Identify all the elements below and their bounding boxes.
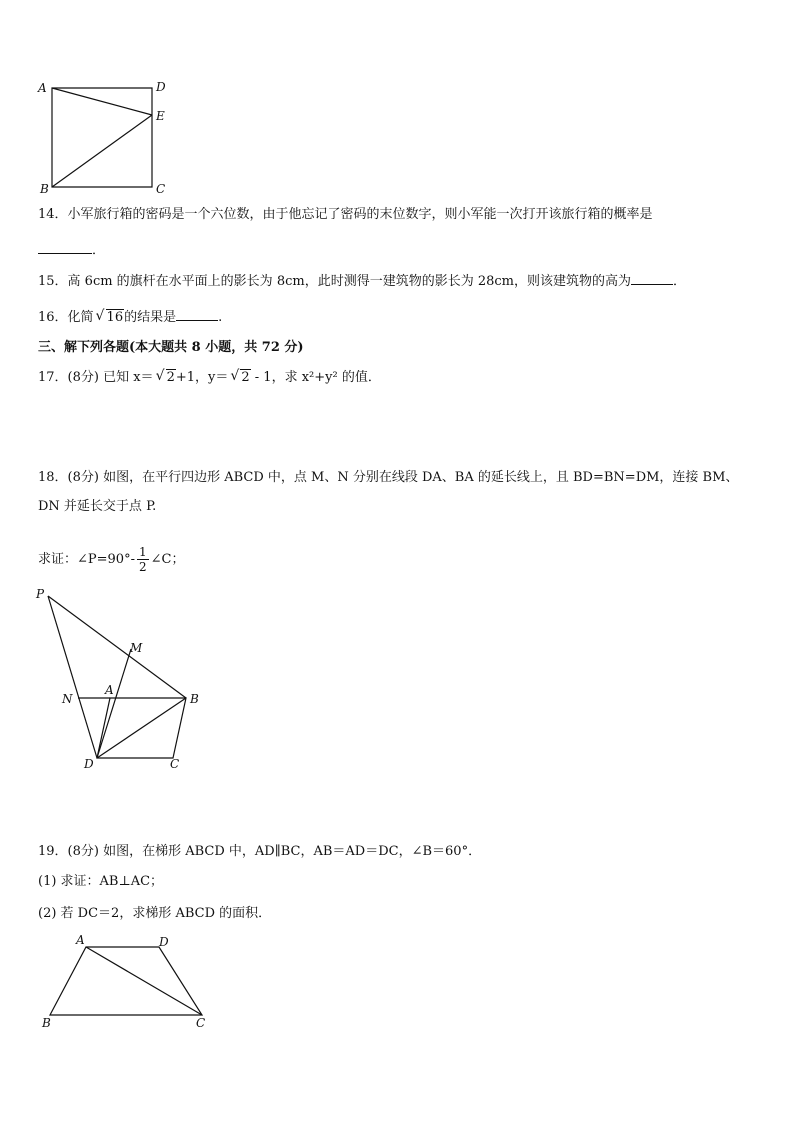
question-15-text: 15．高 6cm 的旗杆在水平面上的影长为 8cm，此时测得一建筑物的影长为 28cm，则该建筑物的高为 (38, 274, 631, 289)
figure-trapezoid-abcd (36, 934, 216, 1034)
label-n: N (62, 692, 73, 706)
proof-post: ∠C； (150, 552, 185, 567)
question-14 (38, 206, 653, 224)
question-19-line-1: 19．(8分) 如图，在梯形 ABCD 中，AD∥BC，AB＝AD＝DC，∠B＝60°． (38, 844, 482, 859)
sqrt-2-y-radicand: 2 (241, 370, 250, 385)
sqrt-16-radicand: 16 (106, 310, 124, 325)
fraction-denominator: 2 (138, 560, 147, 574)
question-14-end: ． (92, 243, 106, 258)
question-18-proof (38, 543, 184, 577)
label-c: C (156, 182, 166, 196)
label-a: A (105, 683, 114, 697)
question-17-x-post: +1，y＝ (175, 370, 229, 385)
question-17-pre: 17．(8分) 已知 x＝ (38, 370, 154, 385)
question-18-line-2: DN 并延长交于点 P. (38, 499, 157, 514)
section-3-title: 三、解下列各题(本大题共 8 小题，共 72 分) (38, 340, 304, 355)
figure-square-abcd (30, 76, 180, 198)
sqrt-2-x: √ 2 (155, 368, 175, 385)
label-c: C (170, 757, 180, 771)
label-p: P (36, 587, 45, 601)
answer-blank-15[interactable] (631, 271, 673, 285)
question-19-part-2: (2) 若 DC＝2，求梯形 ABCD 的面积． (38, 906, 272, 921)
label-a: A (76, 934, 85, 947)
fraction-one-half (137, 545, 149, 574)
label-b: B (42, 1016, 51, 1030)
question-18-line-1: 18．(8分) 如图，在平行四边形 ABCD 中，点 M、N 分别在线段 DA、BA 的延长线上，且 BD=BN=DM，连接 BM、 (38, 470, 739, 485)
figure-parallelogram-abcd (30, 580, 220, 780)
sqrt-2-x-radicand: 2 (166, 370, 175, 385)
sqrt-2-y: √ 2 (230, 368, 250, 385)
label-e: E (156, 109, 165, 123)
answer-blank-14[interactable] (38, 240, 92, 254)
label-d: D (156, 80, 166, 94)
question-17 (38, 369, 381, 387)
sqrt-16: √ 16 (95, 308, 124, 325)
label-b: B (40, 182, 49, 196)
proof-pre: 求证：∠P=90°- (38, 552, 135, 567)
label-c: C (196, 1016, 206, 1030)
question-19-part-1: (1) 求证：AB⊥AC； (38, 874, 164, 889)
question-17-post: - 1，求 x²+y² 的值． (250, 370, 381, 385)
label-a: A (38, 81, 47, 95)
question-16-end: . (218, 310, 223, 325)
label-d: D (84, 757, 94, 771)
fraction-numerator: 1 (138, 545, 147, 559)
label-m: M (130, 641, 143, 655)
label-b: B (190, 692, 199, 706)
question-14-text: 14．小军旅行箱的密码是一个六位数，由于他忘记了密码的末位数字，则小军能一次打开该旅行箱的概率是 (38, 207, 653, 222)
question-15-end: ． (672, 274, 686, 289)
question-14-answer (38, 240, 105, 260)
question-16-post: 的结果是 (124, 310, 177, 325)
question-15 (38, 271, 686, 291)
question-16-pre: 16．化简 (38, 310, 94, 325)
label-d: D (159, 935, 169, 949)
question-16 (38, 307, 222, 327)
answer-blank-16[interactable] (176, 307, 218, 321)
